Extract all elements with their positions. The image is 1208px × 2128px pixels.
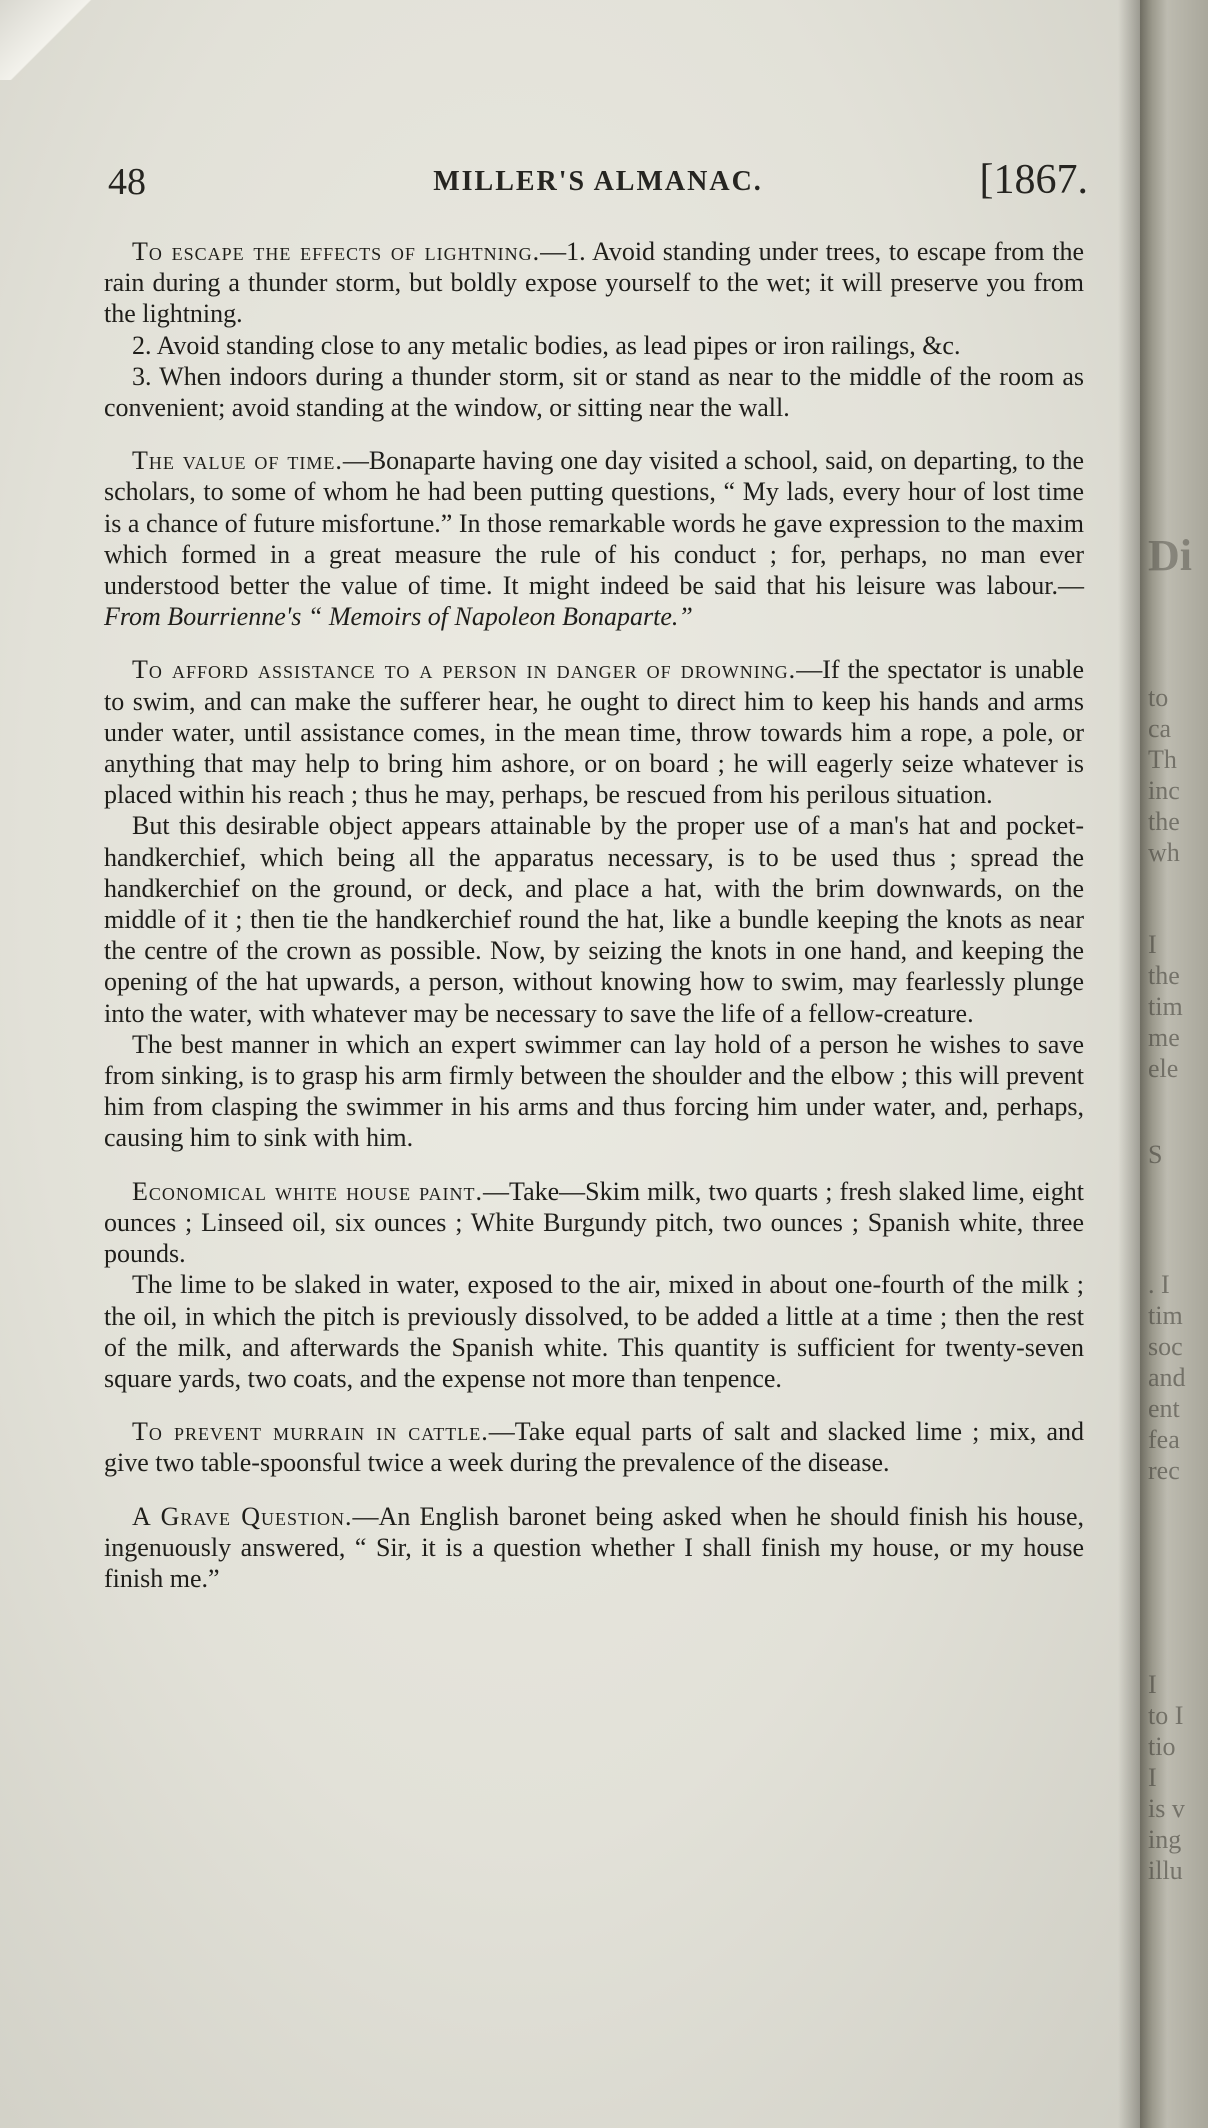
section-heading: To escape the effects of lightning. [132, 237, 541, 266]
paragraph-text: 2. Avoid standing close to any metalic bodies, as lead pipes or iron railings, &c. [132, 330, 961, 360]
section-heading: Economical white house paint. [132, 1176, 484, 1206]
adjacent-fragment: me [1148, 1023, 1180, 1052]
adjacent-fragment: tio [1148, 1732, 1176, 1761]
adjacent-page-edge [1140, 0, 1208, 2128]
paragraph-text: —Take equal parts of salt and slacked lime ; mix, and give two table-spoonsful twice a week during the prevalence of the disease. [104, 1417, 1085, 1478]
paragraph-paint-2 [104, 1269, 1084, 1394]
paragraph-text: 3. When indoors during a thunder storm, sit or stand as near to the middle of the room as convenient; avoid standing at the window, or sitting near the wall. [104, 361, 1084, 423]
adjacent-fragment: is v [1148, 1794, 1185, 1823]
adjacent-fragment: illu [1148, 1856, 1183, 1885]
section-heading: To afford assistance to a person in danger of drowning. [132, 655, 797, 685]
adjacent-fragment: tim [1148, 992, 1183, 1021]
page-curl [0, 0, 120, 80]
paragraph-drowning-1 [104, 654, 1084, 810]
adjacent-fragment: I [1148, 1763, 1157, 1792]
paragraph-text: The best manner in which an expert swimmer can lay hold of a person he wishes to save from sinking, is to grasp his arm firmly between the shoulder and the elbow ; this will prevent him from clasping the swimmer in his arms and thus forcing him under water, and, perhaps, causing him to sink with him. [104, 1029, 1084, 1153]
adjacent-fragment: Th [1148, 745, 1177, 774]
section-heading: The value of time. [132, 446, 343, 476]
adjacent-fragment: wh [1148, 838, 1180, 867]
adjacent-fragment: I [1148, 930, 1157, 959]
adjacent-fragment: tim [1148, 1301, 1183, 1330]
paragraph-value-of-time [104, 445, 1084, 632]
paragraph-drowning-3 [104, 1029, 1084, 1154]
adjacent-fragment: soc [1148, 1332, 1183, 1361]
page-number: 48 [108, 161, 146, 203]
adjacent-fragment: inc [1148, 776, 1180, 805]
paragraph-lightning-2 [104, 330, 1084, 361]
paragraph-paint-1 [104, 1176, 1084, 1270]
adjacent-fragment: to I [1148, 1701, 1184, 1730]
adjacent-fragment: . I [1148, 1270, 1170, 1299]
adjacent-fragment: to [1148, 683, 1169, 712]
paragraph-text: —Take—Skim milk, two quarts ; fresh slaked lime, eight ounces ; Linseed oil, six ounces ; White Burgundy pitch, two ounces ; Spanish white, three pounds. [104, 1176, 1084, 1269]
paragraph-text: But this desirable object appears attainable by the proper use of a man's hat and pocket-handkerchief, which being all the apparatus necessary, is to be used thus ; spread the handkerchief on the ground, or deck, and place a hat, with the brim downwards, on the middle of it ; then tie the handkerchief round the hat, like a bundle keeping the knots as near the centre of the crown as possible. Now, by seizing the knots in one hand, and keeping the opening of the hat upwards, a person, without knowing how to swim, may fearlessly plunge into the water, with whatever may be necessary to save the life of a fellow-creature. [104, 811, 1084, 1028]
running-title: MILLER'S ALMANAC. [433, 166, 763, 197]
page-header [108, 157, 1088, 210]
section-heading: To prevent murrain in cattle. [132, 1417, 489, 1447]
quote-source: From Bourrienne's “ Memoirs of Napoleon Bonaparte.” [104, 602, 693, 632]
paragraph-lightning-1 [104, 236, 1084, 330]
paragraph-murrain [104, 1416, 1084, 1478]
paragraph-text: The lime to be slaked in water, exposed to the air, mixed in about one-fourth of the milk ; the oil, in which the pitch is previously dissolved, to be added a little at a time ; then the rest of the milk, and afterwards the Spanish white. This quantity is sufficient for twenty-seven square yards, two coats, and the expense not more than tenpence. [104, 1270, 1084, 1393]
adjacent-fragment: ca [1148, 714, 1172, 743]
adjacent-fragment: and [1148, 1363, 1186, 1392]
paragraph-grave-question [104, 1501, 1084, 1595]
paragraph-lightning-3 [104, 361, 1084, 423]
page-body [104, 236, 1084, 1594]
section-heading: A Grave Question. [132, 1501, 353, 1531]
adjacent-fragment: ent [1148, 1394, 1180, 1423]
adjacent-fragment: fea [1148, 1425, 1180, 1454]
paragraph-text: —Bonaparte having one day visited a school, said, on departing, to the scholars, to some of whom he had been putting questions, “ My lads, every hour of lost time is a chance of future misfortune.” In those remarkable words he gave expression to the maxim which formed in a great measure the rule of his conduct ; for, perhaps, no man ever understood better the value of time. It might indeed be said that his leisure was labour.— [104, 446, 1084, 601]
adjacent-page-text [1148, 0, 1208, 2128]
adjacent-fragment: ing [1148, 1825, 1182, 1854]
paragraph-text: —If the spectator is unable to swim, and can make the sufferer hear, he ought to direct him to keep his hands and arms under water, until assistance comes, in the mean time, throw towards him a rope, a pole, or anything that may help to bring him ashore, or on board ; he will eagerly seize whatever is placed within his reach ; thus he may, perhaps, be rescued from his perilous situation. [104, 655, 1084, 810]
adjacent-fragment: the [1148, 807, 1180, 836]
paragraph-text: —1. Avoid standing under trees, to escape from the rain during a thunder storm, but boldly expose yourself to the wet; it will preserve you from the lightning. [104, 237, 1084, 329]
page-year: [1867. [979, 157, 1088, 203]
adjacent-fragment: I [1148, 1670, 1157, 1699]
adjacent-fragment: rec [1148, 1456, 1180, 1485]
adjacent-fragment: the [1148, 961, 1180, 990]
paragraph-drowning-2 [104, 810, 1084, 1028]
paragraph-text: —An English baronet being asked when he should finish his house, ingenuously answered, “ Sir, it is a question whether I shall finish my house, or my house finish me.” [104, 1501, 1084, 1593]
adjacent-fragment: Di [1148, 531, 1192, 580]
adjacent-fragment: ele [1148, 1054, 1179, 1083]
adjacent-fragment: S [1148, 1140, 1163, 1169]
